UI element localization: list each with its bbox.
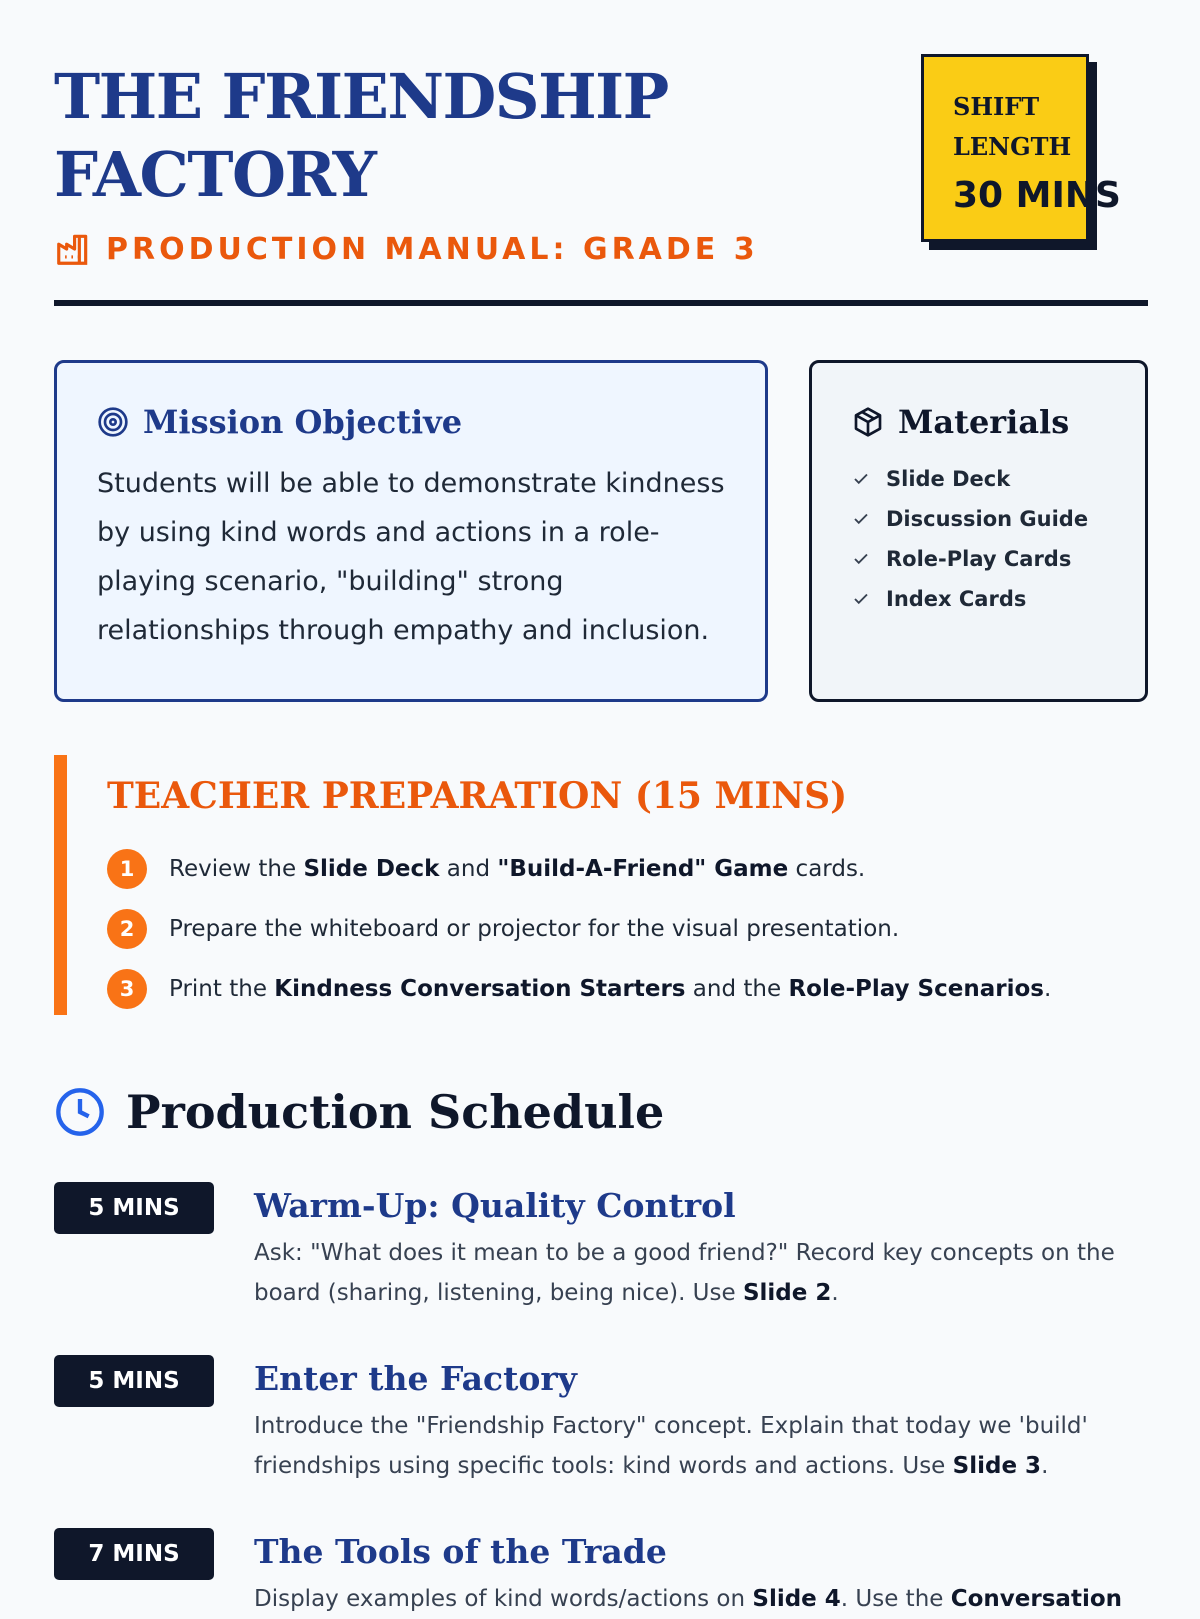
shift-label-line-1: SHIFT: [953, 92, 1040, 121]
step-text: Prepare the whiteboard or projector for the visual presentation.: [169, 916, 900, 942]
step-number: 3: [107, 969, 147, 1009]
materials-card: [809, 360, 1148, 702]
material-label: Discussion Guide: [886, 507, 1089, 531]
check-icon: [852, 590, 870, 608]
prep-step: [107, 959, 1148, 1019]
step-number: 1: [107, 849, 147, 889]
page-title: [54, 58, 814, 214]
schedule-item-text: Display examples of kind words/actions on Slide 4. Use the Conversation: [254, 1586, 1123, 1612]
schedule-title: Production Schedule: [126, 1085, 665, 1139]
schedule-item-title: Enter the Factory: [254, 1359, 577, 1398]
shift-label: [953, 87, 1073, 167]
duration-badge: 7 MINS: [54, 1528, 214, 1580]
shift-label-line-2: LENGTH: [953, 132, 1072, 161]
factory-icon: [54, 230, 92, 268]
material-label: Role-Play Cards: [886, 547, 1072, 571]
schedule-item-text: Ask: "What does it mean to be a good friend?" Record key concepts on the board (sharing, listening, being nice). Use Slide 2.: [254, 1240, 1115, 1306]
shift-length-box: [921, 54, 1121, 242]
mission-card: [54, 360, 768, 702]
step-number: 2: [107, 909, 147, 949]
clock-icon: [54, 1086, 106, 1138]
schedule-item-title: Warm-Up: Quality Control: [254, 1186, 736, 1225]
materials-title: Materials: [898, 403, 1070, 441]
title-line-2: FACTORY: [54, 138, 376, 211]
list-item: [852, 579, 1125, 619]
check-icon: [852, 470, 870, 488]
list-item: [852, 499, 1125, 539]
duration-badge: 5 MINS: [54, 1182, 214, 1234]
list-item: [852, 459, 1125, 499]
list-item: [852, 539, 1125, 579]
step-text: Review the Slide Deck and "Build-A-Friend" Game cards.: [169, 856, 866, 882]
schedule-item-text: Introduce the "Friendship Factory" concept. Explain that today we 'build' friendships using specific tools: kind words and actions. Use Slide 3.: [254, 1413, 1088, 1479]
prep-step: [107, 899, 1148, 959]
header-divider: [54, 300, 1148, 306]
package-icon: [852, 406, 884, 438]
subtitle-text: PRODUCTION MANUAL: GRADE 3: [106, 231, 759, 267]
prep-title: TEACHER PREPARATION (15 MINS): [107, 775, 848, 817]
mission-text: Students will be able to demonstrate kindness by using kind words and actions in a role-playing scenario, "building" strong relationships through empathy and inclusion.: [97, 468, 725, 646]
check-icon: [852, 550, 870, 568]
material-label: Index Cards: [886, 587, 1027, 611]
shift-value: 30 MINS: [953, 175, 1121, 216]
duration-badge: 5 MINS: [54, 1355, 214, 1407]
materials-list: [852, 459, 1125, 619]
mission-title: Mission Objective: [143, 403, 463, 441]
step-text: Print the Kindness Conversation Starters and the Role-Play Scenarios.: [169, 976, 1052, 1002]
subtitle: [54, 230, 759, 268]
material-label: Slide Deck: [886, 467, 1011, 491]
target-icon: [97, 406, 129, 438]
prep-step: [107, 839, 1148, 899]
schedule-item-title: The Tools of the Trade: [254, 1532, 667, 1571]
title-line-1: THE FRIENDSHIP: [54, 60, 668, 133]
check-icon: [852, 510, 870, 528]
schedule-header: [54, 1085, 664, 1139]
teacher-preparation: [54, 755, 1148, 1015]
